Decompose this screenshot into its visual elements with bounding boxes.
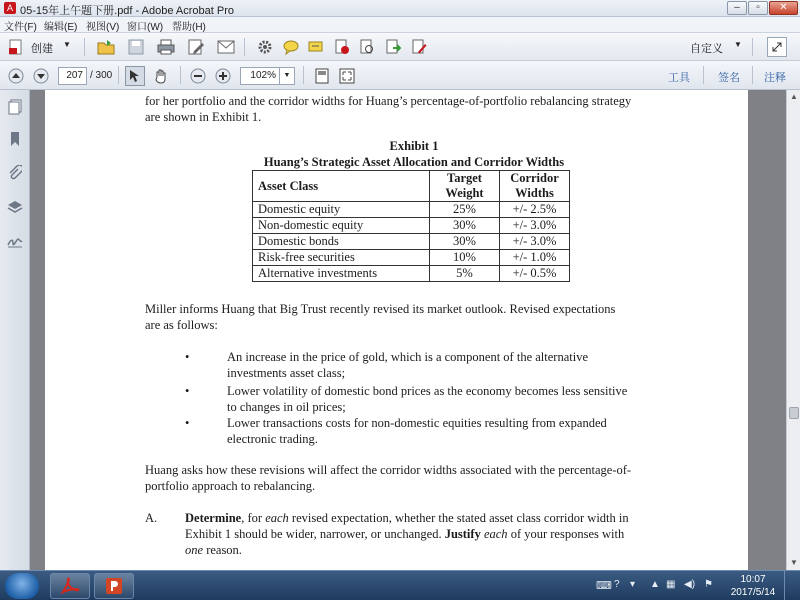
menu-file[interactable]: 文件(F) xyxy=(4,22,37,33)
customize-dropdown-icon[interactable]: ▼ xyxy=(734,40,742,49)
settings-gear-icon[interactable] xyxy=(255,37,275,57)
weight-cell: 30% xyxy=(430,218,500,234)
question-line xyxy=(185,510,629,526)
zoom-in-icon[interactable] xyxy=(213,66,233,86)
asset-cell: Domestic bonds xyxy=(253,234,430,250)
bullet-line: electronic trading. xyxy=(227,432,318,446)
email-icon[interactable] xyxy=(216,37,236,57)
title-bar xyxy=(0,0,800,17)
table-row xyxy=(253,202,570,218)
exhibit-title: Huang’s Strategic Asset Allocation and Corridor Widths xyxy=(263,155,565,169)
question-italic: each xyxy=(483,527,508,541)
protect-icon[interactable] xyxy=(332,37,352,57)
menu-bar xyxy=(0,17,800,33)
question-text: of your responses with xyxy=(507,527,625,541)
asset-allocation-table xyxy=(252,170,570,282)
header-target-weight-line2: Weight xyxy=(445,186,484,200)
paragraph-line: portfolio approach to rebalancing. xyxy=(145,479,316,493)
corridor-cell: +/- 0.5% xyxy=(500,266,570,282)
question-italic: each xyxy=(265,511,289,525)
bullet-line: An increase in the price of gold, which is a component of the alternative xyxy=(227,350,588,364)
weight-cell: 5% xyxy=(430,266,500,282)
question-line xyxy=(185,542,242,558)
header-target-weight-line1: Target xyxy=(447,171,482,185)
document-viewport[interactable] xyxy=(30,90,786,570)
attachments-paperclip-icon[interactable] xyxy=(6,164,24,182)
question-text: Exhibit 1 should be wider, narrower, or unchanged. xyxy=(185,527,445,541)
tools-panel-link[interactable]: 工具 xyxy=(668,72,690,84)
save-icon[interactable] xyxy=(126,37,146,57)
zoom-out-icon[interactable] xyxy=(188,66,208,86)
bullet-line: Lower volatility of domestic bond prices as the economy becomes less sensitive xyxy=(227,384,628,398)
question-bold: Determine xyxy=(185,511,242,525)
intro-paragraph-line: are shown in Exhibit 1. xyxy=(145,110,262,124)
question-text: reason. xyxy=(203,543,242,557)
help-icon[interactable]: ? xyxy=(614,579,620,590)
question-letter: A. xyxy=(145,511,158,525)
menu-help[interactable]: 帮助(H) xyxy=(172,22,206,33)
windows-taskbar xyxy=(0,570,800,600)
create-pdf-icon[interactable] xyxy=(6,37,26,57)
page-number-input[interactable]: 207 xyxy=(58,67,87,85)
asset-cell: Alternative investments xyxy=(253,266,430,282)
bullet-dot: • xyxy=(185,350,190,364)
sign-pen-icon[interactable] xyxy=(409,37,429,57)
zoom-dropdown-icon[interactable]: ▼ xyxy=(279,67,295,85)
main-toolbar xyxy=(0,33,800,61)
review-icon[interactable] xyxy=(357,37,377,57)
toolbar-separator xyxy=(303,66,304,84)
corridor-cell: +/- 2.5% xyxy=(500,202,570,218)
question-text: , for xyxy=(241,511,266,525)
signatures-icon[interactable] xyxy=(6,232,24,250)
toolbar-separator xyxy=(118,66,119,84)
scroll-up-icon[interactable]: ▲ xyxy=(790,92,798,101)
weight-cell: 10% xyxy=(430,250,500,266)
print-icon[interactable] xyxy=(156,37,176,57)
table-row xyxy=(253,266,570,282)
full-screen-mode-icon[interactable] xyxy=(337,66,357,86)
bookmarks-icon[interactable] xyxy=(6,130,24,148)
toolbar-separator xyxy=(752,38,753,56)
taskbar-acrobat-icon[interactable] xyxy=(50,573,90,599)
asset-cell: Non-domestic equity xyxy=(253,218,430,234)
export-icon[interactable] xyxy=(383,37,403,57)
corridor-cell: +/- 3.0% xyxy=(500,234,570,250)
open-folder-icon[interactable] xyxy=(96,37,116,57)
bullet-dot: • xyxy=(185,416,190,430)
toolbar-separator xyxy=(84,38,85,56)
previous-page-icon[interactable] xyxy=(6,66,26,86)
sign-panel-link[interactable]: 签名 xyxy=(718,72,740,84)
clock-date: 2017/5/14 xyxy=(730,587,776,598)
next-page-icon[interactable] xyxy=(31,66,51,86)
question-italic: one xyxy=(185,543,204,557)
menu-edit[interactable]: 编辑(E) xyxy=(44,22,78,33)
question-line xyxy=(185,526,624,542)
corridor-cell: +/- 1.0% xyxy=(500,250,570,266)
table-row xyxy=(253,234,570,250)
page-thumbnails-icon[interactable] xyxy=(6,98,24,116)
clock-time: 10:07 xyxy=(740,574,766,585)
zoom-level-input[interactable]: 102% xyxy=(240,67,280,85)
table-row xyxy=(253,250,570,266)
fit-page-icon[interactable] xyxy=(312,66,332,86)
asset-cell: Risk-free securities xyxy=(253,250,430,266)
scroll-down-icon[interactable]: ▼ xyxy=(790,558,798,567)
menu-view[interactable]: 视图(V) xyxy=(86,22,120,33)
select-cursor-icon[interactable] xyxy=(125,66,145,86)
header-corridor-line1: Corridor xyxy=(510,171,559,185)
create-button[interactable]: 创建 xyxy=(31,43,53,55)
bullet-dot: • xyxy=(185,384,190,398)
keyboard-layout-icon[interactable]: ⌨ xyxy=(596,580,612,592)
customize-button[interactable]: 自定义 xyxy=(690,43,723,55)
intro-paragraph-line: for her portfolio and the corridor widths for Huang’s percentage-of-portfolio rebalancing strategy xyxy=(145,94,632,108)
scrollbar-thumb[interactable] xyxy=(789,407,799,419)
weight-cell: 30% xyxy=(430,234,500,250)
comment-panel-link[interactable]: 注释 xyxy=(764,72,786,84)
toolbar-separator xyxy=(244,38,245,56)
header-corridor-line2: Widths xyxy=(515,186,554,200)
fullscreen-expand-icon[interactable] xyxy=(767,37,787,57)
create-dropdown-icon[interactable]: ▼ xyxy=(63,40,71,49)
bullet-line: to changes in oil prices; xyxy=(227,400,346,414)
toolbar-separator xyxy=(180,66,181,84)
hand-tool-icon[interactable] xyxy=(151,66,171,86)
paragraph-line: are as follows: xyxy=(145,318,218,332)
pdf-page xyxy=(45,90,748,570)
show-hidden-icons-icon[interactable]: ▲ xyxy=(650,579,660,590)
volume-icon[interactable]: ◀) xyxy=(684,579,696,590)
header-asset-class: Asset Class xyxy=(253,171,430,202)
highlight-icon[interactable] xyxy=(306,37,326,57)
minimize-button[interactable]: – xyxy=(727,1,747,15)
network-icon[interactable]: ▦ xyxy=(666,579,676,590)
layers-icon[interactable] xyxy=(6,198,24,216)
tray-dropdown-icon[interactable]: ▾ xyxy=(630,579,636,590)
system-clock[interactable] xyxy=(728,573,778,599)
question-text: revised expectation, whether the stated asset class corridor width in xyxy=(288,511,629,525)
menu-window[interactable]: 窗口(W) xyxy=(127,22,164,33)
restore-button[interactable]: ▫ xyxy=(748,1,768,15)
navigation-pane xyxy=(0,90,30,570)
start-button[interactable] xyxy=(5,573,39,599)
window-title: 05-15年上午题下册.pdf - Adobe Acrobat Pro xyxy=(20,5,234,17)
bullet-line: investments asset class; xyxy=(227,366,346,380)
asset-cell: Domestic equity xyxy=(253,202,430,218)
bullet-line: Lower transactions costs for non-domestic equities resulting from expanded xyxy=(227,416,607,430)
exhibit-label: Exhibit 1 xyxy=(389,139,439,153)
acrobat-app-icon[interactable]: A xyxy=(4,2,16,14)
paragraph-line: Miller informs Huang that Big Trust recently revised its market outlook. Revised expectations xyxy=(145,302,616,316)
paragraph-line: Huang asks how these revisions will affect the corridor widths associated with the percentage-of- xyxy=(145,463,632,477)
page-total: / 300 xyxy=(90,70,113,81)
header-corridor-widths xyxy=(500,171,570,202)
table-header-row xyxy=(253,171,570,202)
comment-bubble-icon[interactable] xyxy=(281,37,301,57)
weight-cell: 25% xyxy=(430,202,500,218)
vertical-scrollbar[interactable] xyxy=(786,90,800,570)
corridor-cell: +/- 3.0% xyxy=(500,218,570,234)
table-row xyxy=(253,218,570,234)
edit-document-icon[interactable] xyxy=(186,37,206,57)
question-bold: Justify xyxy=(444,527,481,541)
header-target-weight xyxy=(430,171,500,202)
action-center-flag-icon[interactable]: ⚑ xyxy=(704,579,713,590)
show-desktop-button[interactable] xyxy=(784,571,800,600)
toolbar-separator xyxy=(703,66,704,84)
navigation-toolbar xyxy=(0,61,800,90)
taskbar-powerpoint-icon[interactable] xyxy=(94,573,134,599)
toolbar-separator xyxy=(752,66,753,84)
close-button[interactable]: ✕ xyxy=(769,1,798,15)
